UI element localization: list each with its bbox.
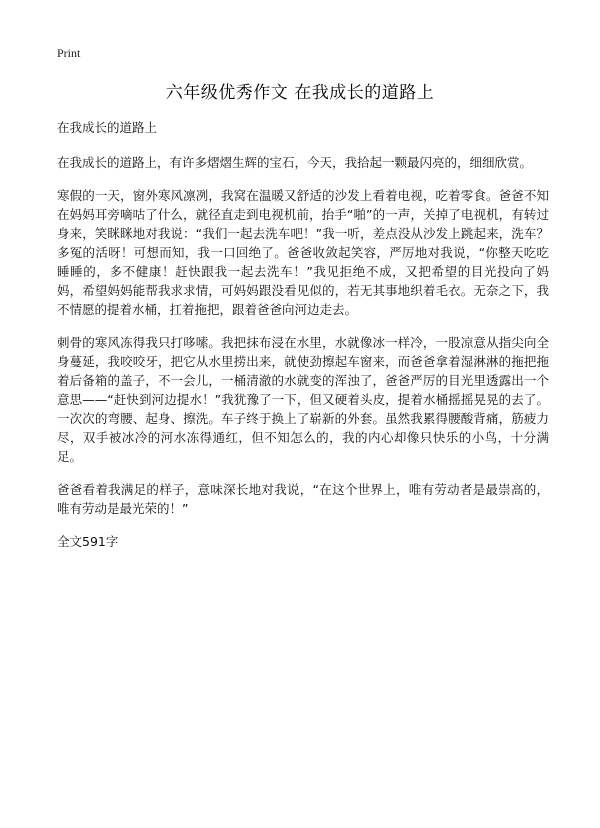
paragraph-2: 寒假的一天，窗外寒风凛冽，我窝在温暖又舒适的沙发上看着电视，吃着零食。爸爸不知在妈妈耳旁嘀咕了什么，就径直走到电视机前，抬手“啪”的一声，关掉了电视机，有转过身来，笑眯眯地对我说：“我们一起去洗车吧！”我一听，差点没从沙发上跳起来，洗车？多冤的活呀！可想而知，我一口回绝了。爸爸收敛起笑容，严厉地对我说，“你整天吃吃睡睡的，多不健康！赶快跟我一起去洗车！”我见拒绝不成，又把希望的目光投向了妈妈，希望妈妈能帮我求求情，可妈妈跟没看见似的，若无其事地织着毛衣。无奈之下，我不情愿的提着水桶，扛着拖把，跟着爸爸向河边走去。 — [57, 188, 549, 317]
word-count: 全文591字 — [57, 534, 119, 549]
article-title: 六年级优秀作文 在我成长的道路上 — [165, 83, 435, 103]
print-link[interactable]: Print — [57, 46, 81, 60]
article-body — [57, 118, 549, 565]
article-subtitle: 在我成长的道路上 — [57, 120, 158, 135]
paragraph-4: 爸爸看着我满足的样子，意味深长地对我说，“在这个世界上，唯有劳动者是最崇高的，唯有劳动是最光荣的！” — [57, 482, 549, 516]
paragraph-3: 刺骨的寒风冻得我只打哆嗦。我把抹布浸在水里，水就像冰一样冷，一股凉意从指尖向全身蔓延，我咬咬牙，把它从水里捞出来，就使劲擦起车窗来，而爸爸拿着湿淋淋的拖把拖着后备箱的盖子，不一会儿，一桶清澈的水就变的浑浊了，爸爸严厉的目光里透露出一个意思——“赶快到河边提水！”我犹豫了一下，但又硬着头皮，提着水桶摇摇晃晃的去了。一次次的弯腰、起身、擦洗。车子终于换上了崭新的外套。虽然我累得腰酸背痛，筋疲力尽，双手被冰冷的河水冻得通红，但不知怎么的，我的内心却像只快乐的小鸟，十分满足。 — [57, 335, 549, 464]
paragraph-1: 在我成长的道路上，有许多熠熠生辉的宝石，今天，我拾起一颗最闪亮的，细细欣赏。 — [57, 155, 533, 170]
